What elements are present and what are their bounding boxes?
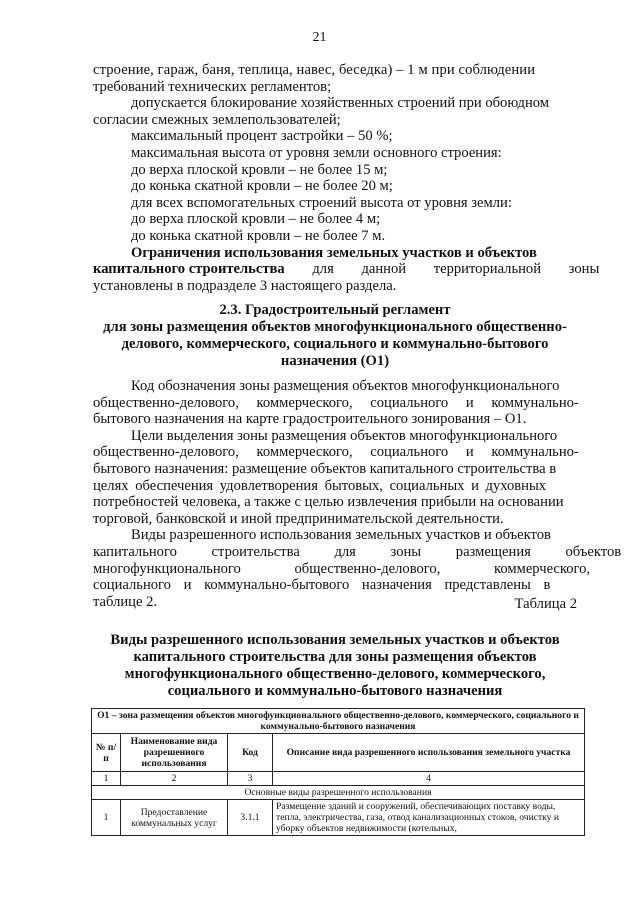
- col-header-num: № п/п: [92, 734, 121, 772]
- text-line: Виды разрешенного использования земельных участков и объектов: [131, 527, 551, 544]
- text-line: бытового назначения: размещение объектов капитального строительства в: [93, 460, 557, 477]
- section-heading: [70, 302, 600, 370]
- row-code: 3.1.1: [228, 800, 273, 836]
- restrictions-bold: капитального строительства: [93, 261, 285, 278]
- text-line: Цели выделения зоны размещения объектов многофункционального: [131, 427, 558, 444]
- text-line: допускается блокирование хозяйственных строений при обоюдном: [131, 95, 550, 112]
- text-line: бытового назначения на карте градостроительного зонирования – О1.: [93, 411, 527, 428]
- text-line: до конька скатной кровли – не более 7 м.: [131, 227, 386, 244]
- text-line: таблице 2.: [93, 593, 158, 610]
- zone-description: [93, 378, 622, 610]
- column-number-row: [92, 772, 585, 786]
- text-line: до верха плоской кровли – не более 4 м;: [131, 211, 381, 228]
- table-row: [92, 800, 585, 836]
- text-line: общественно-делового, коммерческого, социального и коммунально-: [93, 394, 579, 411]
- restrictions-line: установлены в подразделе 3 настоящего раздела.: [93, 277, 397, 294]
- row-num: 1: [92, 800, 121, 836]
- title-line: капитального строительства для зоны размещения объектов: [133, 649, 537, 665]
- text-line: торговой, банковской и иной предпринимательской деятельности.: [93, 510, 504, 527]
- page-number: 21: [312, 30, 327, 45]
- col-header-description: Описание вида разрешенного использования земельного участка: [273, 734, 585, 772]
- heading-line: 2.3. Градостроительный регламент: [219, 302, 451, 318]
- text-line: требований технических регламентов;: [93, 78, 332, 95]
- col-number: 3: [228, 772, 273, 786]
- table-caption: Таблица 2: [514, 596, 577, 612]
- restrictions-line: Ограничения использования земельных участков и объектов: [131, 244, 537, 261]
- text-line: согласии смежных землепользователей;: [93, 111, 341, 128]
- group-row: [92, 786, 585, 800]
- col-header-code: Код: [228, 734, 273, 772]
- group-label: Основные виды разрешенного использования: [92, 786, 585, 800]
- title-line: Виды разрешенного использования земельных участков и объектов: [110, 632, 560, 648]
- table-title: [70, 632, 600, 700]
- text-line: социального и коммунально-бытового назначения представлены в: [93, 577, 551, 594]
- text-line: Код обозначения зоны размещения объектов многофункционального: [131, 378, 560, 394]
- col-header-name: Наименование вида разрешенного использования: [121, 734, 228, 772]
- land-use-table: [91, 708, 585, 836]
- text-line: максимальная высота от уровня земли основного строения:: [131, 144, 502, 161]
- heading-line: делового, коммерческого, социального и коммунально-бытового: [121, 336, 549, 352]
- heading-line: для зоны размещения объектов многофункционального общественно-: [103, 319, 567, 335]
- restrictions-line: [93, 261, 600, 278]
- row-description: Размещение зданий и сооружений, обеспечивающих поставку воды, тепла, электричества, газа, отвод канализационных стоков, очистку и уборку объектов недвижимости (котельных,: [273, 800, 585, 836]
- col-number: 2: [121, 772, 228, 786]
- text-line: до верха плоской кровли – не более 15 м;: [131, 161, 388, 178]
- row-name: Предоставление коммунальных услуг: [121, 800, 228, 836]
- text-line: строение, гараж, баня, теплица, навес, беседка) – 1 м при соблюдении: [93, 62, 536, 78]
- title-line: социального и коммунально-бытового назначения: [167, 683, 503, 699]
- col-number: 4: [273, 772, 585, 786]
- text-line: до конька скатной кровли – не более 20 м;: [131, 178, 393, 195]
- zone-header-cell: О1 – зона размещения объектов многофункционального общественно-делового, коммерческого, социального и коммунально-бытового назначения: [92, 709, 585, 734]
- text-line: многофункционального общественно-делового, коммерческого,: [93, 560, 591, 577]
- column-header-row: [92, 734, 585, 772]
- zone-header-row: [92, 709, 585, 734]
- text-line: капитального строительства для зоны размещения объектов: [93, 543, 622, 560]
- text-line: общественно-делового, коммерческого, социального и коммунально-: [93, 444, 579, 461]
- text-line: целях обеспечения удовлетворения бытовых, социальных и духовных: [93, 477, 547, 494]
- title-line: многофункционального общественно-делового, коммерческого,: [124, 666, 546, 682]
- regulation-paragraph: [93, 62, 600, 294]
- col-number: 1: [92, 772, 121, 786]
- text-line: максимальный процент застройки – 50 %;: [131, 128, 393, 145]
- text-line: потребностей человека, а также с целью извлечения прибыли на основании: [93, 494, 564, 511]
- restrictions-rest: для данной территориальной зоны: [284, 261, 600, 278]
- text-line: для всех вспомогательных строений высота от уровня земли:: [131, 194, 512, 211]
- heading-line: назначения (О1): [280, 353, 390, 369]
